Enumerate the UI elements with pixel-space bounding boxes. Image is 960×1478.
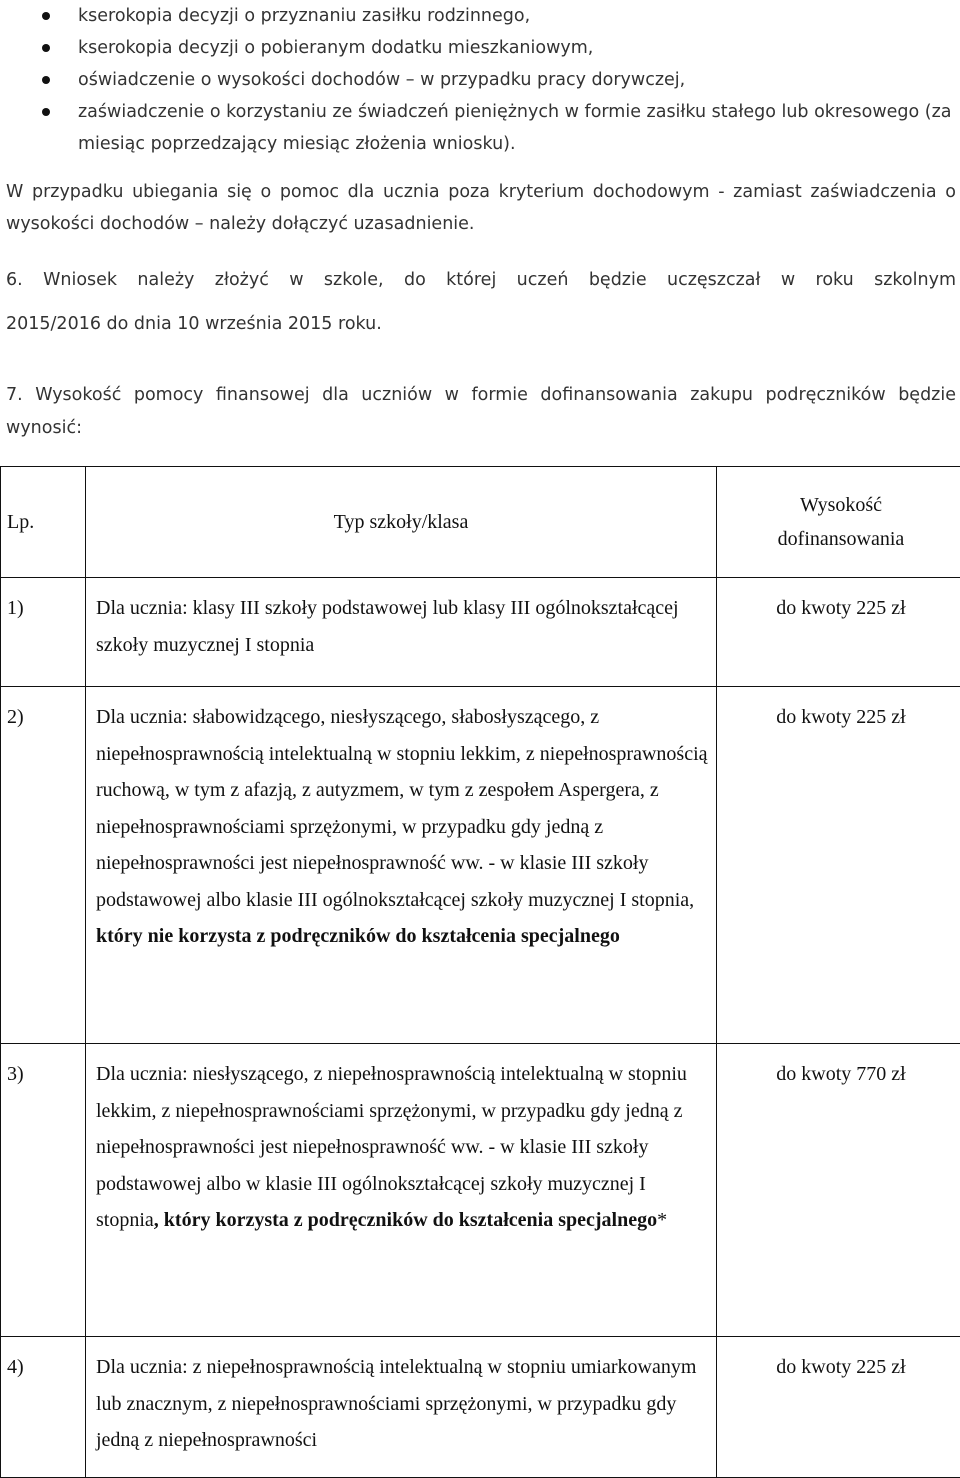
list-item: kserokopia decyzji o przyznaniu zasiłku rodzinnego, [0, 0, 960, 32]
row-number-cell: 4) [1, 1337, 86, 1478]
row-number-cell: 1) [1, 578, 86, 687]
column-header-lp: Lp. [1, 467, 86, 578]
note-paragraph: W przypadku ubiegania się o pomoc dla ucznia poza kryterium dochodowym - zamiast zaświadczenia o wysokości dochodów – należy dołączyć uzasadnienie. [6, 176, 956, 240]
row-description-cell: Dla ucznia: słabowidzącego, niesłyszącego, słabosłyszącego, z niepełnosprawnością intelektualną w stopniu lekkim, z niepełnosprawnością ruchową, w tym z afazją, z autyzmem, w tym z zespołem Aspergera, z niepełnosprawnościami sprzężonymi, w przypadku gdy jedną z niepełnosprawności jest niepełnosprawność ww. - w klasie III szkoły podstawowej albo klasie III ogólnokształcącej szkoły muzycznej I stopnia, który nie korzysta z podręczników do kształcenia specjalnego [86, 687, 717, 1044]
section-6-line-1: 6. Wniosek należy złożyć w szkole, do której uczeń będzie uczęszczał w roku szkolnym [6, 262, 956, 298]
section-6 [6, 262, 956, 342]
table-row [1, 687, 960, 1044]
bullet-icon [42, 12, 50, 20]
table-row [1, 1337, 960, 1478]
row-description-cell: Dla ucznia: z niepełnosprawnością intelektualną w stopniu umiarkowanym lub znacznym, z niepełnosprawnościami sprzężonymi, w przypadku gdy jedną z niepełnosprawności [86, 1337, 717, 1478]
row-amount-cell: do kwoty 225 zł [717, 687, 960, 1044]
row-amount-cell: do kwoty 770 zł [717, 1044, 960, 1337]
bullet-icon [42, 76, 50, 84]
column-header-amount: Wysokość dofinansowania [717, 467, 960, 578]
row-amount-cell: do kwoty 225 zł [717, 578, 960, 687]
table-header-row [1, 467, 960, 578]
required-documents-list [0, 0, 960, 160]
table-row [1, 578, 960, 687]
row-description-cell: Dla ucznia: niesłyszącego, z niepełnosprawnością intelektualną w stopniu lekkim, z niepełnosprawnościami sprzężonymi, w przypadku gdy jedną z niepełnosprawności jest niepełnosprawność ww. - w klasie III szkoły podstawowej albo w klasie III ogólnokształcącej szkoły muzycznej I stopnia, który korzysta z podręczników do kształcenia specjalnego* [86, 1044, 717, 1337]
list-item: zaświadczenie o korzystaniu ze świadczeń pieniężnych w formie zasiłku stałego lub okresowego (za miesiąc poprzedzający miesiąc złożenia wniosku). [0, 96, 960, 160]
row-number-cell: 3) [1, 1044, 86, 1337]
section-7: 7. Wysokość pomocy finansowej dla uczniów w formie dofinansowania zakupu podręczników będzie wynosić: [6, 379, 956, 445]
table-row [1, 1044, 960, 1337]
column-header-type: Typ szkoły/klasa [86, 467, 717, 578]
list-item: oświadczenie o wysokości dochodów – w przypadku pracy dorywczej, [0, 64, 960, 96]
bullet-icon [42, 108, 50, 116]
list-item: kserokopia decyzji o pobieranym dodatku mieszkaniowym, [0, 32, 960, 64]
subsidy-table [0, 466, 960, 1478]
row-description-cell: Dla ucznia: klasy III szkoły podstawowej lub klasy III ogólnokształcącej szkoły muzycznej I stopnia [86, 578, 717, 687]
bullet-icon [42, 44, 50, 52]
section-6-line-2: 2015/2016 do dnia 10 września 2015 roku. [6, 306, 956, 342]
row-number-cell: 2) [1, 687, 86, 1044]
row-amount-cell: do kwoty 225 zł [717, 1337, 960, 1478]
